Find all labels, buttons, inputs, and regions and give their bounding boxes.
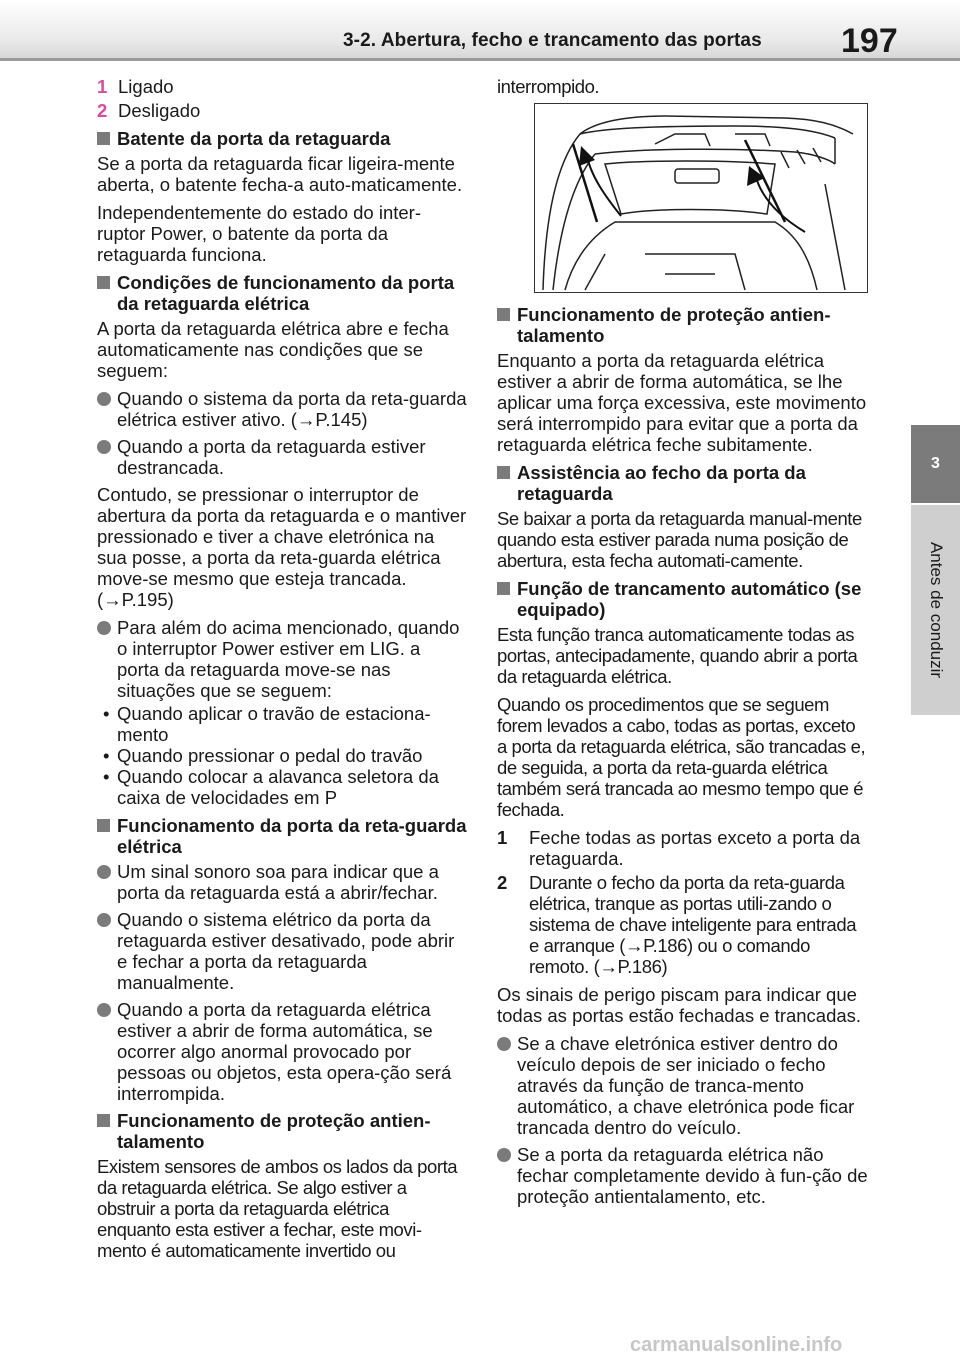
section-heading: Funcionamento de proteção antien-talamento — [97, 1110, 467, 1152]
tailgate-drawing — [535, 104, 866, 291]
square-marker-icon — [97, 1114, 110, 1127]
bullet-item: Quando a porta da retaguarda elétrica estiver a abrir de forma automática, se ocorrer algo anormal provocado por pessoas ou objetos, esta opera-ção será interrompida. — [97, 999, 467, 1104]
paragraph: Esta função tranca automaticamente todas as portas, antecipadamente, quando abrir a porta da retaguarda elétrica. — [497, 624, 858, 687]
bullet-item: Para além do acima mencionado, quando o interruptor Power estiver em LIG. a porta da retaguarda move-se nas situações que se seguem: — [97, 617, 467, 701]
section-heading: Funcionamento da porta da reta-guarda elétrica — [97, 815, 467, 857]
list-item — [97, 76, 467, 97]
item-number: 1 — [97, 76, 108, 97]
section-title: 3-2. Abertura, fecho e trancamento das portas — [343, 30, 762, 51]
page-number: 197 — [841, 22, 898, 60]
bullet-dot-icon — [97, 865, 111, 879]
square-marker-icon — [497, 582, 510, 595]
square-marker-icon — [497, 308, 510, 321]
left-column — [97, 76, 467, 1268]
right-column — [497, 76, 869, 1213]
bullet-item: Quando a porta da retaguarda estiver destrancada. — [97, 436, 467, 478]
square-marker-icon — [97, 132, 110, 145]
bullet-item: Se a porta da retaguarda elétrica não fechar completamente devido à fun-ção de proteção antientalamento, etc. — [497, 1144, 869, 1207]
paragraph: Enquanto a porta da retaguarda elétrica estiver a abrir de forma automática, se lhe aplicar uma força excessiva, este movimento será interrompido para evitar que a porta da retaguarda elétrica feche subitamente. — [497, 350, 867, 455]
sub-item: • Quando aplicar o travão de estaciona-mento — [103, 703, 431, 745]
bullet-dot-icon — [97, 392, 111, 406]
paragraph: Quando os procedimentos que se seguem forem levados a cabo, todas as portas, exceto a porta da retaguarda elétrica, são trancadas e, de seguida, a porta da reta-guarda elétrica também será trancada ao mesmo tempo que é fechada. — [497, 694, 866, 820]
bullet-dot-icon — [97, 913, 111, 927]
bullet-dot-icon — [97, 440, 111, 454]
chapter-tab-number[interactable]: 3 — [911, 425, 960, 503]
item-text: Desligado — [118, 100, 201, 121]
paragraph: Se baixar a porta da retaguarda manual-mente quando esta estiver parada numa posição de abertura, esta fecha automati-camente. — [497, 508, 862, 571]
bullet-dot-icon — [497, 1037, 511, 1051]
paragraph: Contudo, se pressionar o interruptor de abertura da porta da retaguarda e o mantiver pressionado e tiver a chave eletrónica na sua posse, a porta da reta-guarda elétrica move-se mesmo que esteja trancada. (→P.195) — [97, 484, 467, 610]
square-marker-icon — [97, 276, 110, 289]
step-number: 2 — [497, 872, 507, 893]
bullet-dot-icon — [497, 1148, 511, 1162]
bullet-item: Quando o sistema elétrico da porta da retaguarda estiver desativado, pode abrir e fechar a porta da retaguarda manualmente. — [97, 909, 467, 993]
square-marker-icon — [97, 819, 110, 832]
bullet-item: Um sinal sonoro soa para indicar que a porta da retaguarda está a abrir/fechar. — [97, 861, 467, 903]
paragraph: Se a porta da retaguarda ficar ligeira-mente aberta, o batente fecha-a auto-maticamente. — [97, 153, 463, 195]
step-number: 1 — [497, 827, 508, 848]
bullet-dot-icon — [97, 621, 111, 635]
footer-watermark: carmanualsonline.info — [630, 1334, 843, 1356]
paragraph: Independentemente do estado do inter-ruptor Power, o batente da porta da retaguarda funciona. — [97, 202, 421, 265]
sub-item: • Quando pressionar o pedal do travão — [103, 745, 423, 766]
section-heading: Funcionamento de proteção antien-talamento — [497, 304, 869, 346]
item-text: Ligado — [118, 76, 174, 97]
section-heading: Assistência ao fecho da porta da retaguarda — [497, 462, 869, 504]
step-item: 2 Durante o fecho da porta da reta-guarda elétrica, tranque as portas utili-zando o sistema de chave inteligente para entrada e arranque (→P.186) ou o comando remoto. (→P.186) — [497, 872, 857, 977]
list-item — [97, 100, 467, 121]
bullet-item: Se a chave eletrónica estiver dentro do veículo depois de ser iniciado o fecho através da função de tranca-mento automático, a chave eletrónica pode ficar trancada dentro do veículo. — [497, 1033, 869, 1138]
paragraph: A porta da retaguarda elétrica abre e fecha automaticamente nas condições que se seguem: — [97, 318, 449, 381]
step-item: 1 Feche todas as portas exceto a porta da retaguarda. — [497, 827, 861, 869]
bullet-dot-icon — [97, 1003, 111, 1017]
section-heading: Função de trancamento automático (se equipado) — [497, 578, 869, 620]
paragraph: interrompido. — [497, 76, 600, 97]
section-heading: Batente da porta da retaguarda — [97, 128, 467, 149]
item-number: 2 — [97, 100, 108, 121]
section-heading: Condições de funcionamento da porta da retaguarda elétrica — [97, 272, 467, 314]
bullet-item: Quando o sistema da porta da reta-guarda elétrica estiver ativo. (→P.145) — [97, 388, 467, 430]
chapter-tab-text: Antes de conduzir — [926, 541, 946, 679]
paragraph: Os sinais de perigo piscam para indicar que todas as portas estão fechadas e trancadas. — [497, 984, 862, 1026]
paragraph: Existem sensores de ambos os lados da porta da retaguarda elétrica. Se algo estiver a obstruir a porta da retaguarda elétrica enquanto esta estiver a fechar, este movi-mento é automaticamente invertido ou — [97, 1156, 458, 1261]
sub-item: • Quando colocar a alavanca seletora da caixa de velocidades em P — [103, 766, 439, 808]
tailgate-illustration — [534, 103, 868, 293]
chapter-tab-label[interactable] — [911, 505, 960, 715]
sub-list — [97, 703, 467, 808]
square-marker-icon — [497, 466, 510, 479]
